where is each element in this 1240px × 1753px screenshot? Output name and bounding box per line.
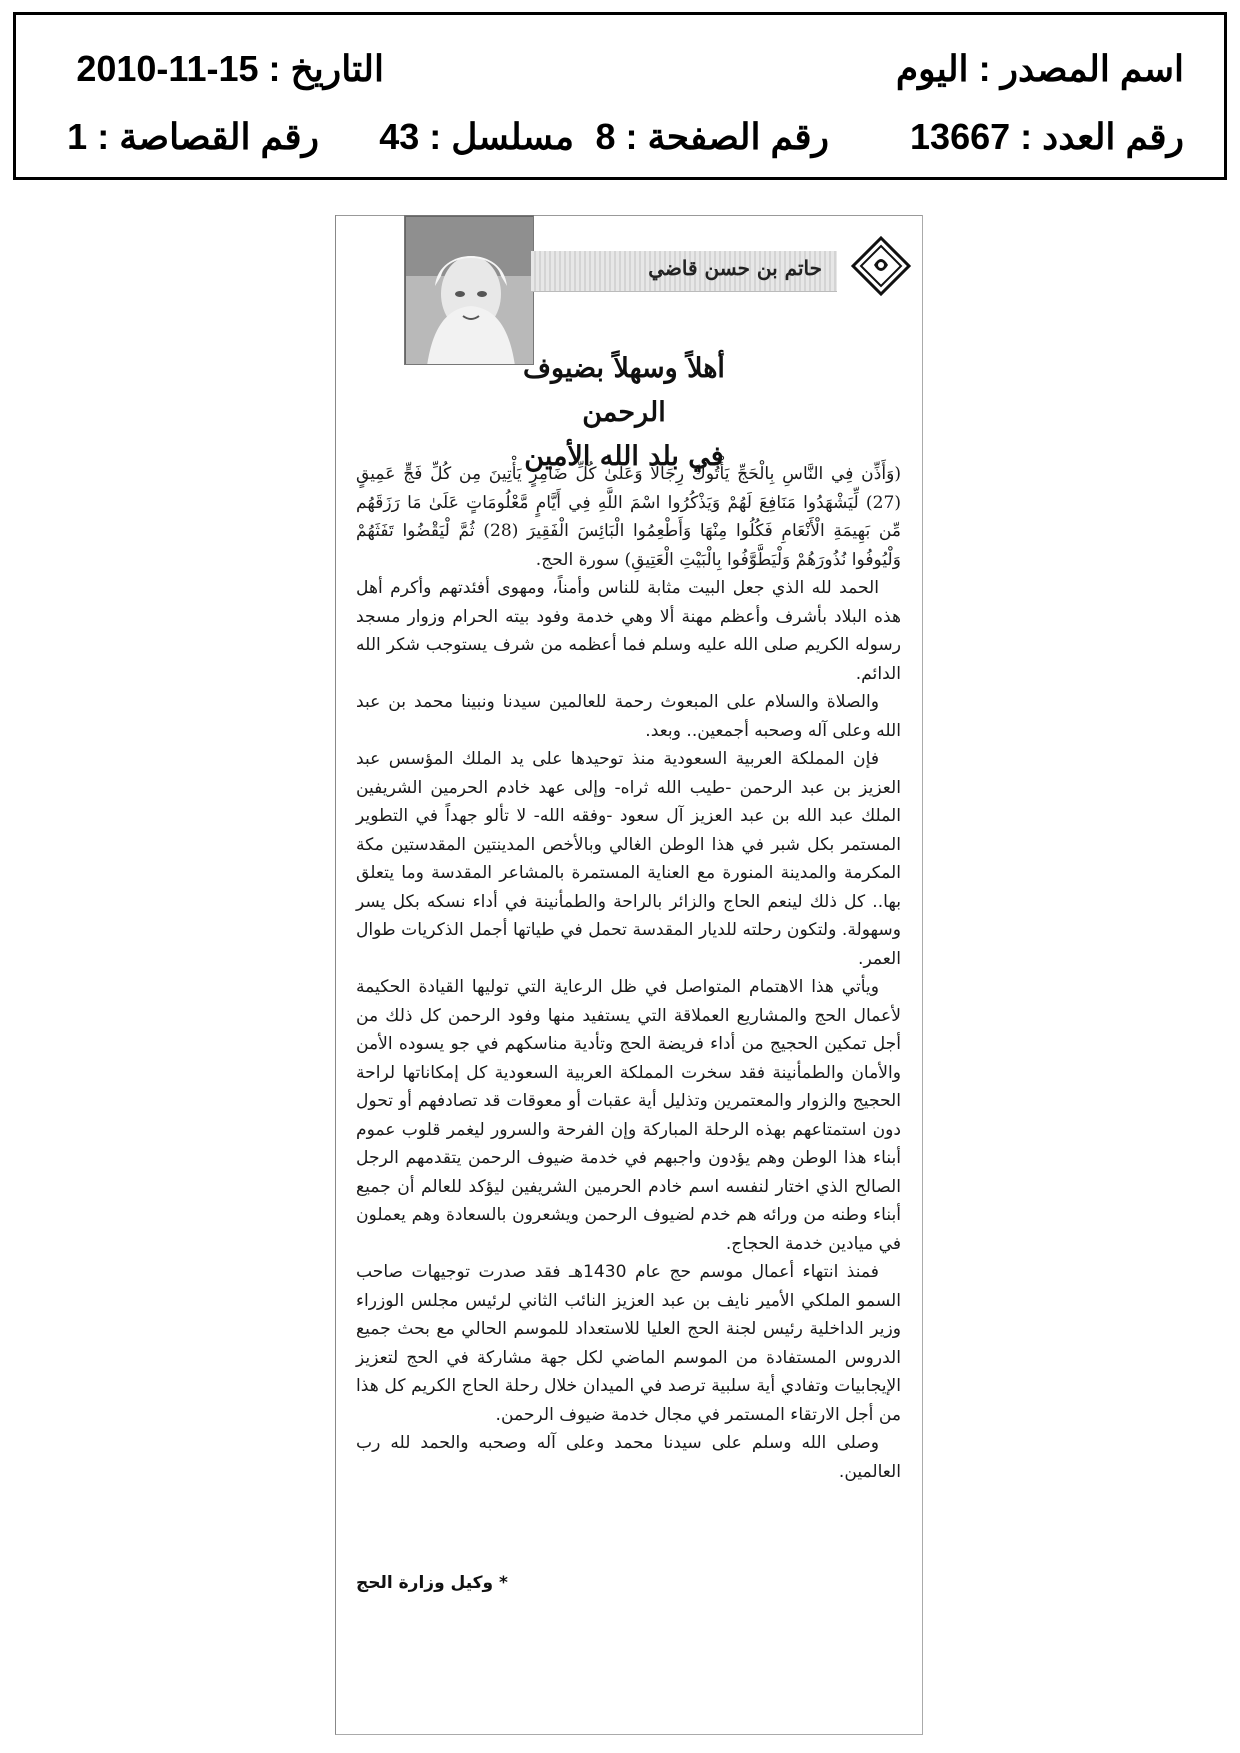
clipping-metadata-box bbox=[13, 12, 1227, 180]
title-line-2: في بلد الله الأمين bbox=[524, 441, 724, 472]
date-label: التاريخ bbox=[290, 48, 384, 89]
separator: : bbox=[429, 116, 442, 157]
separator: : bbox=[97, 116, 110, 157]
author-photo bbox=[404, 215, 534, 365]
issue-label: رقم العدد bbox=[1042, 116, 1184, 157]
article-author: حاتم بن حسن قاضي bbox=[648, 256, 822, 280]
source-value: اليوم bbox=[895, 48, 969, 89]
clip-label: رقم القصاصة bbox=[119, 116, 319, 157]
article-body bbox=[356, 460, 901, 1486]
body-paragraph: فإن المملكة العربية السعودية منذ توحيدها على يد الملك المؤسس عبد العزيز بن عبد الرحمن -طيب الله ثراه- وإلى عهد خادم الحرمين الشريفين الملك عبد الله بن عبد العزيز آل سعود -وفقه الله- لا تألو جهداً في التطوير المستمر بكل شبر في هذا الوطن الغالي وبالأخص المدينتين المقدستين مكة المكرمة والمدينة المنورة مع العناية المستمرة بالمشاعر المقدسة وما يتعلق بها.. كل ذلك لينعم الحاج والزائر بالراحة والطمأنينة في أداء نسكه بكل يسر وسهولة. ولتكون رحلته للديار المقدسة تحمل في طياتها أجمل الذكريات طوال العمر. bbox=[356, 749, 901, 969]
source-label: اسم المصدر bbox=[1000, 48, 1184, 89]
page-value: 8 bbox=[595, 116, 616, 157]
separator: : bbox=[978, 48, 991, 89]
date-field bbox=[76, 49, 384, 89]
author-portrait-image bbox=[405, 216, 534, 365]
issue-field bbox=[910, 117, 1184, 157]
page-label: رقم الصفحة bbox=[647, 116, 829, 157]
page-field bbox=[595, 117, 829, 157]
body-paragraph: فمنذ انتهاء أعمال موسم حج عام 1430هـ فقد صدرت توجيهات صاحب السمو الملكي الأمير نايف بن عبد العزيز النائب الثاني لرئيس مجلس الوزراء وزير الداخلية رئيس لجنة الحج العليا للاستعداد للموسم الحالي مع بحث جميع الدروس المستفادة من الموسم الماضي لكل جهة مشاركة في الحج لتعزيز الإيجابيات وتفادي أية سلبية ترصد في الميدان خلال رحلة الحاج الكريم كل هذا من أجل الارتقاء المستمر في مجال خدمة ضيوف الرحمن. bbox=[356, 1262, 901, 1425]
separator: : bbox=[1020, 116, 1033, 157]
clip-value: 1 bbox=[67, 116, 88, 157]
newspaper-clipping bbox=[335, 215, 923, 1735]
author-title-signoff: * وكيل وزارة الحج bbox=[356, 1573, 508, 1593]
quran-verse-paragraph: (وَأَذِّن فِي النَّاسِ بِالْحَجِّ يَأْتُوكَ رِجَالًا وَعَلَىٰ كُلِّ ضَامِرٍ يَأْتِينَ مِن كُلِّ فَجٍّ عَمِيقٍ (27) لِّيَشْهَدُوا مَنَافِعَ لَهُمْ وَيَذْكُرُوا اسْمَ اللَّهِ فِي أَيَّامٍ مَّعْلُومَاتٍ عَلَىٰ مَا رَزَقَهُم مِّن بَهِيمَةِ الْأَنْعَامِ فَكُلُوا مِنْهَا وَأَطْعِمُوا الْبَائِسَ الْفَقِيرَ (28) ثُمَّ لْيَقْضُوا تَفَثَهُمْ وَلْيُوفُوا نُذُورَهُمْ وَلْيَطَّوَّفُوا بِالْبَيْتِ الْعَتِيقِ) سورة الحج. bbox=[356, 464, 901, 570]
serial-value: 43 bbox=[379, 116, 420, 157]
serial-field bbox=[379, 117, 574, 157]
issue-value: 13667 bbox=[910, 116, 1011, 157]
body-paragraph: ويأتي هذا الاهتمام المتواصل في ظل الرعاية التي توليها القيادة الحكيمة لأعمال الحج والمشاريع العملاقة التي يستفيد منها وفود الرحمن كل ذلك من أجل تمكين الحجيج من أداء فريضة الحج وتأدية مناسكهم في جو يسوده الأمن والأمان والطمأنينة فقد سخرت المملكة العربية السعودية كل إمكاناتها لراحة الحجيج والزوار والمعتمرين وتذليل أية عقبات أو معوقات قد تصادفهم أو تحول دون استمتاعهم بهذه الرحلة المباركة وإن الفرحة والسرور ليغمر قلوب عموم أبناء هذا الوطن وهم يؤدون واجبهم في خدمة ضيوف الرحمن يتقدمهم الرجل الصالح الذي اختار لنفسه اسم خادم الحرمين الشريفين ليؤكد للعالم أن جميع أبناء وطنه من ورائه هم خدم لضيوف الرحمن ويشعرون بالسعادة وهم يعملون في ميادين خدمة الحجاج. bbox=[356, 977, 901, 1254]
column-logo-icon bbox=[850, 235, 912, 297]
title-line-1: أهلاً وسهلاً بضيوف الرحمن bbox=[523, 353, 725, 428]
date-value: 2010-11-15 bbox=[76, 48, 259, 89]
source-field bbox=[896, 49, 1184, 89]
body-paragraph: الحمد لله الذي جعل البيت مثابة للناس وأمناً، ومهوى أفئدتهم وأكرم أهل هذه البلاد بأشرف وأعظم مهنة ألا وهي خدمة وفود بيته الحرام وزوار مسجد رسوله الكريم صلى الله عليه وسلم فما أعظمه من شرف يستوجب شكر الله الدائم. bbox=[356, 578, 901, 684]
separator: : bbox=[625, 116, 638, 157]
separator: : bbox=[268, 48, 281, 89]
closing-paragraph: وصلى الله وسلم على سيدنا محمد وعلى آله وصحبه والحمد لله رب العالمين. bbox=[356, 1433, 901, 1482]
clip-field bbox=[67, 117, 319, 157]
body-paragraph: والصلاة والسلام على المبعوث رحمة للعالمين سيدنا ونبينا محمد بن عبد الله وعلى آله وصحبه أجمعين.. وبعد. bbox=[356, 692, 901, 741]
serial-label: مسلسل bbox=[451, 116, 574, 157]
